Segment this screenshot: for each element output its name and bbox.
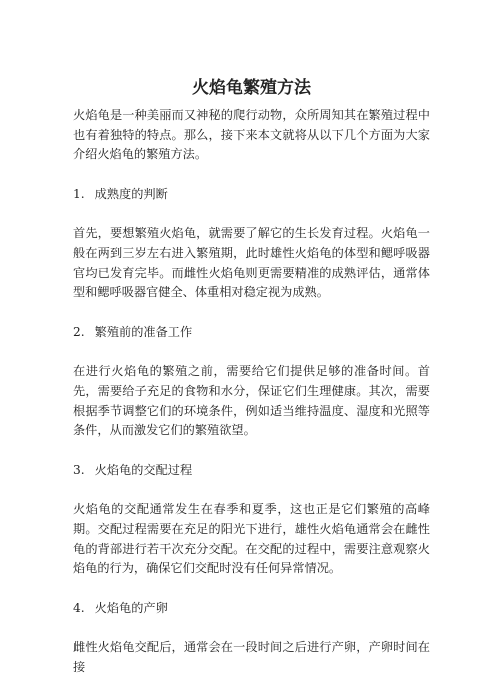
section-number: 2. [73, 324, 85, 339]
section-body-3: 火焰龟的交配通常发生在春季和夏季，这也正是它们繁殖的高峰期。交配过程需要在充足的阳光下进行，雄性火焰龟通常会在雌性龟的背部进行若干次充分交配。在交配的过程中，需要注意观察火焰龟的行为，确保它们交配时没有任何异常情况。 [73, 502, 430, 576]
document-title: 火焰龟繁殖方法 [192, 78, 311, 98]
section-heading-text: 繁殖前的准备工作 [94, 324, 193, 339]
section-heading-3 [73, 461, 430, 481]
section-heading-text: 成熟度的判断 [94, 186, 168, 201]
section-heading-text: 火焰龟的交配过程 [94, 462, 193, 477]
intro-paragraph: 火焰龟是一种美丽而又神秘的爬行动物，众所周知其在繁殖过程中也有着独特的特点。那么，接下来本文就将从以下几个方面为大家介绍火焰龟的繁殖方法。 [73, 108, 430, 162]
section-number: 1. [73, 186, 85, 201]
section-body-4: 雌性火焰龟交配后，通常会在一段时间之后进行产卵，产卵时间在接 [73, 640, 430, 674]
section-heading-1 [73, 185, 430, 205]
section-number: 4. [73, 600, 85, 615]
section-heading-2 [73, 323, 430, 343]
section-body-1: 首先，要想繁殖火焰龟，就需要了解它的生长发育过程。火焰龟一般在两到三岁左右进入繁殖期，此时雄性火焰龟的体型和鳃呼吸器官均已发育完毕。而雌性火焰龟则更需要精准的成熟评估，通常体型和鳃呼吸器官健全、体重相对稳定视为成熟。 [73, 226, 430, 300]
section-heading-text: 火焰龟的产卵 [94, 600, 168, 615]
section-body-2: 在进行火焰龟的繁殖之前，需要给它们提供足够的准备时间。首先，需要给子充足的食物和水分，保证它们生理健康。其次，需要根据季节调整它们的环境条件，例如适当维持温度、湿度和光照等条件，从而激发它们的繁殖欲望。 [73, 364, 430, 438]
section-heading-4 [73, 599, 430, 619]
section-number: 3. [73, 462, 85, 477]
